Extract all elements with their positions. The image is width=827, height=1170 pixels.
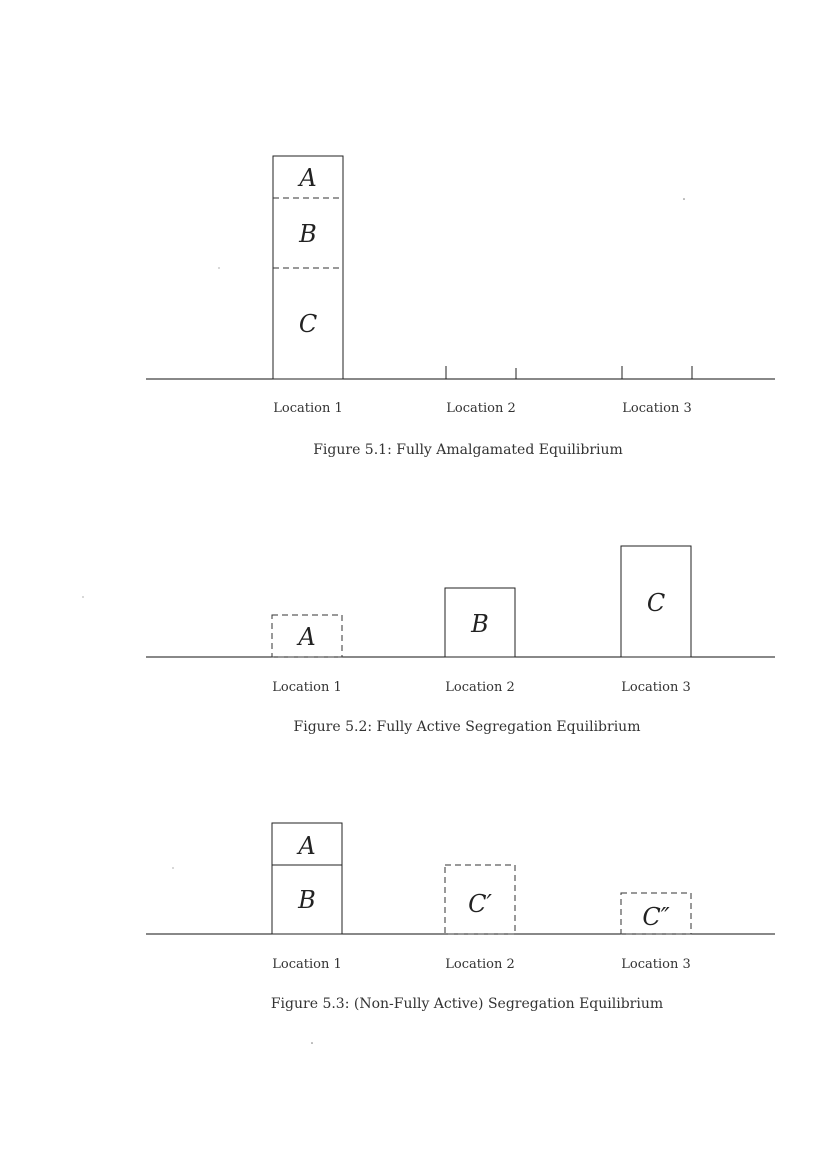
segment-label-c-double-prime: C″ — [642, 903, 670, 931]
figure-caption: Figure 5.1: Fully Amalgamated Equilibrium — [313, 442, 623, 458]
segment-label-a: A — [298, 623, 316, 651]
scan-speck — [82, 596, 83, 597]
scan-speck — [172, 867, 173, 868]
segment-label-c: C — [298, 310, 318, 338]
location-label-3: Location 3 — [621, 680, 691, 695]
segment-label-a: A — [299, 164, 317, 192]
segment-label-c-prime: C′ — [468, 890, 492, 918]
segment-label-a: A — [298, 832, 316, 860]
figure-caption: Figure 5.2: Fully Active Segregation Equilibrium — [293, 719, 641, 735]
figure-caption: Figure 5.3: (Non-Fully Active) Segregation Equilibrium — [270, 996, 664, 1012]
location-label-3: Location 3 — [622, 401, 692, 416]
location-label-3: Location 3 — [621, 957, 691, 972]
segment-label-b: B — [471, 610, 489, 638]
figure-5-3 — [146, 823, 775, 1012]
location-label-2: Location 2 — [446, 401, 516, 416]
scan-speck — [311, 1042, 313, 1044]
scan-speck — [218, 267, 219, 268]
figure-5-2 — [146, 546, 775, 735]
segment-label-b: B — [298, 886, 316, 914]
location-label-1: Location 1 — [273, 401, 343, 416]
location-label-1: Location 1 — [272, 957, 342, 972]
figure-5-1 — [146, 156, 775, 458]
segment-label-b: B — [299, 220, 317, 248]
location-label-2: Location 2 — [445, 957, 515, 972]
location-label-1: Location 1 — [272, 680, 342, 695]
scan-speck — [683, 198, 685, 200]
location-label-2: Location 2 — [445, 680, 515, 695]
segment-label-c: C — [646, 589, 666, 617]
